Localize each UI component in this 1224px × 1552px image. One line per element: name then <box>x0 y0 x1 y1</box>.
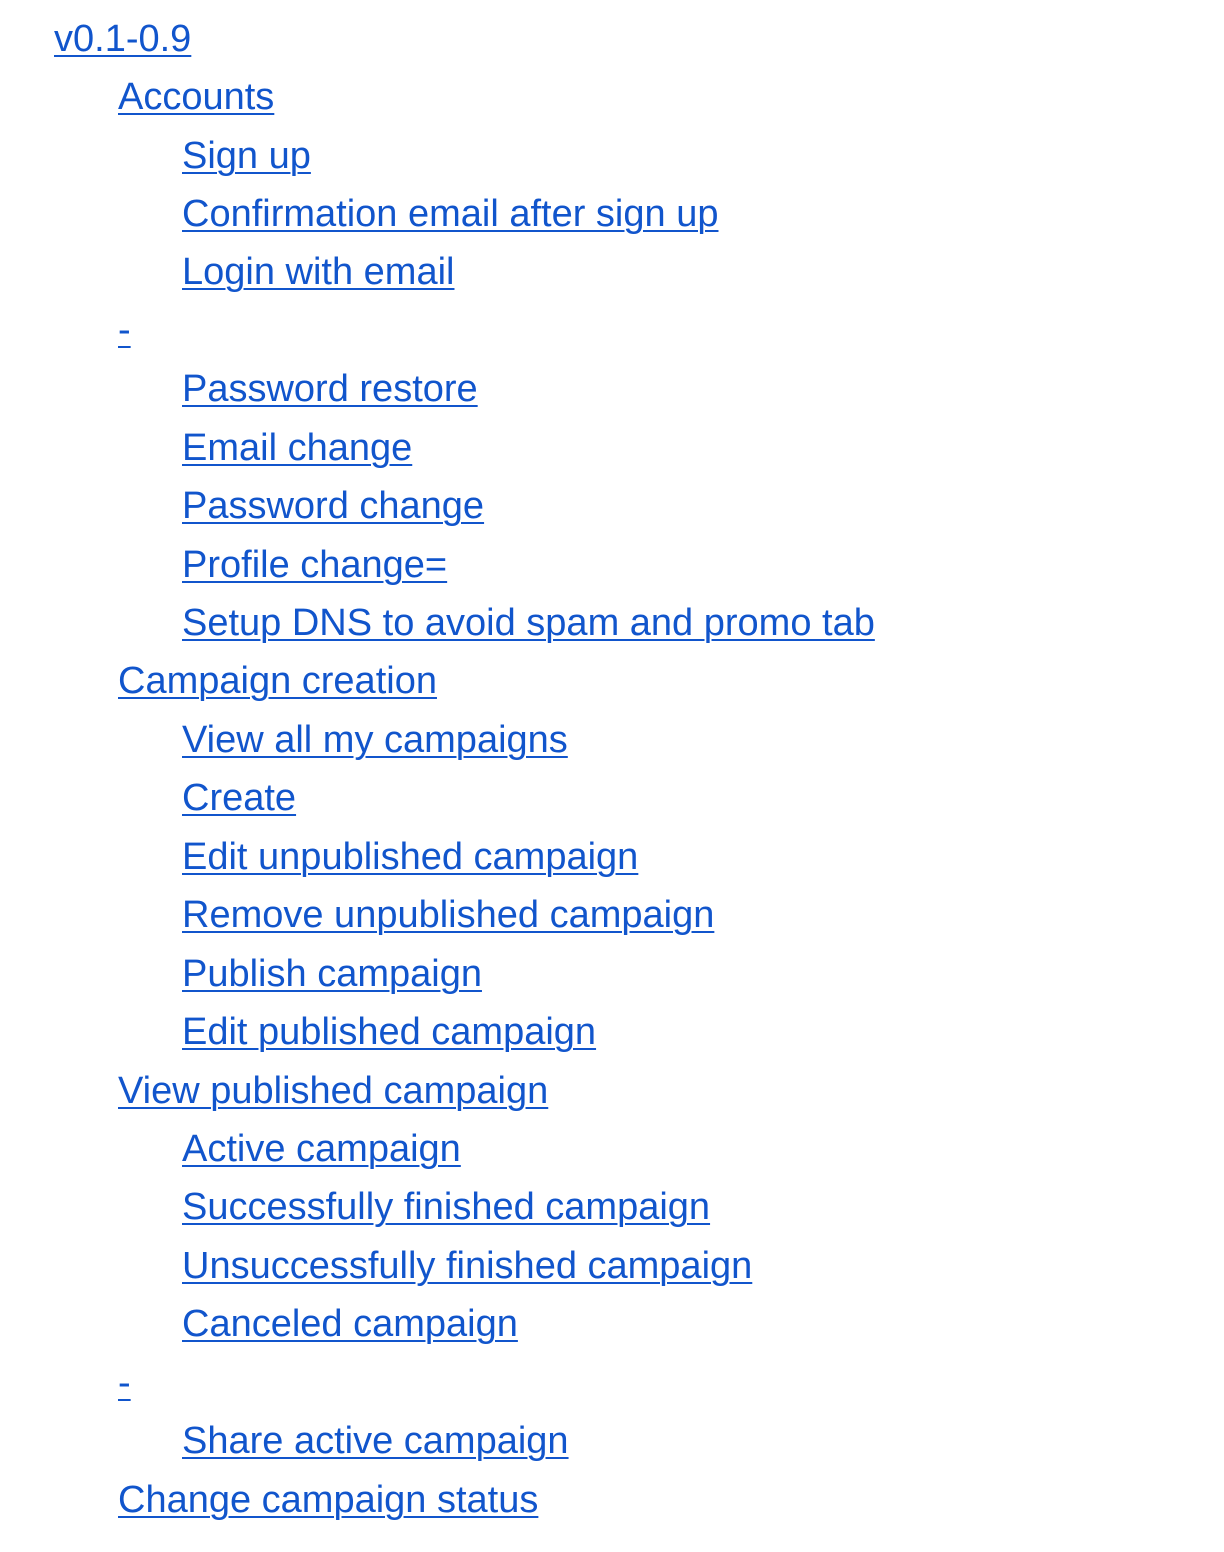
toc-link-unsuccessfully-finished[interactable]: Unsuccessfully finished campaign <box>182 1245 753 1287</box>
toc-link-view-all-campaigns[interactable]: View all my campaigns <box>182 719 568 761</box>
toc-link-version[interactable]: v0.1-0.9 <box>54 18 192 60</box>
toc-link-create[interactable]: Create <box>182 777 297 819</box>
toc-link-campaign-creation[interactable]: Campaign creation <box>118 660 437 702</box>
toc-link-profile-change[interactable]: Profile change= <box>182 544 448 586</box>
toc-link-share-active[interactable]: Share active campaign <box>182 1420 569 1462</box>
toc-link-confirmation-email[interactable]: Confirmation email after sign up <box>182 193 719 235</box>
toc-link-sign-up[interactable]: Sign up <box>182 135 311 177</box>
toc-link-successfully-finished[interactable]: Successfully finished campaign <box>182 1186 711 1228</box>
toc-link-setup-dns[interactable]: Setup DNS to avoid spam and promo tab <box>182 602 875 644</box>
toc-link-view-published[interactable]: View published campaign <box>118 1070 549 1112</box>
toc-link-remove-unpublished[interactable]: Remove unpublished campaign <box>182 894 715 936</box>
toc-link-edit-published[interactable]: Edit published campaign <box>182 1011 597 1053</box>
toc-link-separator-2[interactable]: - <box>118 1362 131 1404</box>
toc-link-edit-unpublished[interactable]: Edit unpublished campaign <box>182 836 639 878</box>
toc-link-login-with-email[interactable]: Login with email <box>182 251 455 293</box>
toc-link-separator-1[interactable]: - <box>118 309 131 351</box>
toc-link-email-change[interactable]: Email change <box>182 427 413 469</box>
toc-link-publish-campaign[interactable]: Publish campaign <box>182 953 482 995</box>
toc-link-password-restore[interactable]: Password restore <box>182 368 478 410</box>
toc-link-active-campaign[interactable]: Active campaign <box>182 1128 461 1170</box>
toc-link-password-change[interactable]: Password change <box>182 485 485 527</box>
toc-link-accounts[interactable]: Accounts <box>118 76 275 118</box>
toc-link-canceled-campaign[interactable]: Canceled campaign <box>182 1303 518 1345</box>
toc-link-change-status[interactable]: Change campaign status <box>118 1479 539 1521</box>
